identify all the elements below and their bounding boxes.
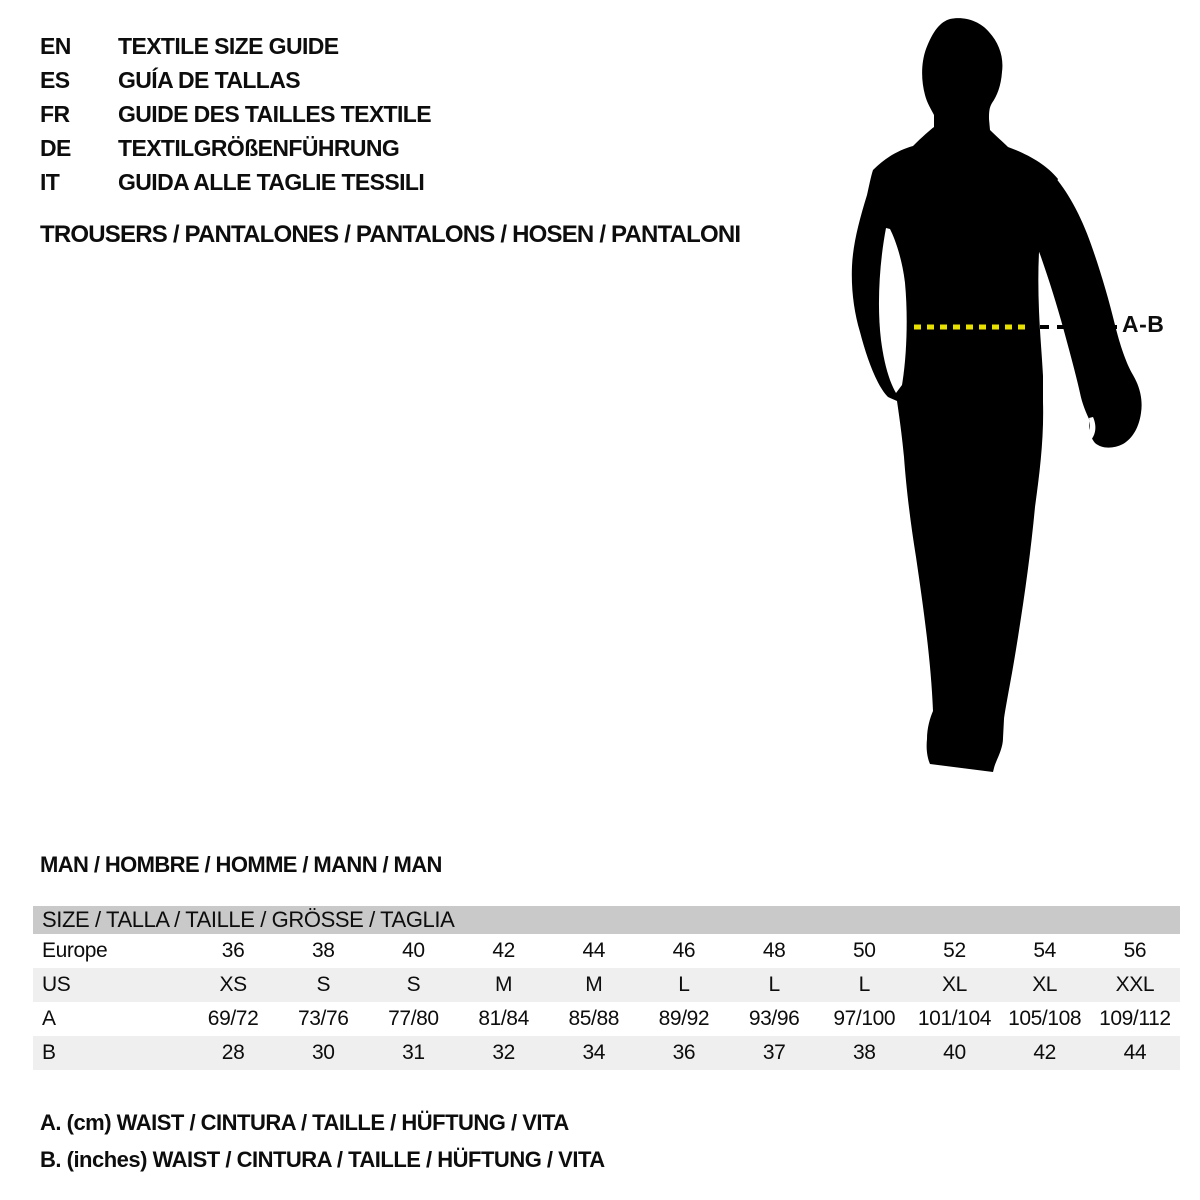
- guide-title: GUIDE DES TAILLES TEXTILE: [118, 101, 431, 127]
- language-title-list: [40, 33, 431, 203]
- footnotes: [40, 1110, 605, 1184]
- guide-title: TEXTILE SIZE GUIDE: [118, 33, 339, 59]
- waist-measure-label: A-B: [1122, 311, 1165, 337]
- size-cell: 28: [188, 1036, 278, 1070]
- size-cell: 42: [492, 939, 515, 962]
- garment-type-heading: TROUSERS / PANTALONES / PANTALONS / HOSEN / PANTALONI: [40, 221, 741, 248]
- language-row: [40, 135, 431, 169]
- size-cell: 109/112: [1099, 1007, 1171, 1030]
- row-label: B: [33, 1036, 188, 1070]
- row-label: Europe: [42, 939, 108, 962]
- size-cell: 105/108: [1008, 1007, 1082, 1030]
- table-row-europe: [33, 934, 1180, 968]
- size-cell: 36: [221, 939, 245, 962]
- size-cell: 46: [672, 939, 696, 962]
- size-cell: 97/100: [833, 1007, 896, 1030]
- size-cell: 31: [368, 1036, 458, 1070]
- size-cell: M: [549, 968, 639, 1002]
- size-cell: 42: [1000, 1036, 1090, 1070]
- size-cell: 37: [729, 1036, 819, 1070]
- language-code: EN: [40, 33, 71, 59]
- size-cell: XS: [188, 968, 278, 1002]
- size-cell: 54: [1033, 939, 1056, 962]
- footnote-b-inches: B. (inches) WAIST / CINTURA / TAILLE / HÜFTUNG / VITA: [40, 1147, 605, 1172]
- size-cell: 56: [1123, 939, 1147, 962]
- language-code: IT: [40, 169, 60, 195]
- size-cell: 30: [278, 1036, 368, 1070]
- size-cell: 52: [943, 939, 966, 962]
- size-cell: 44: [1090, 1036, 1180, 1070]
- size-cell: 73/76: [297, 1007, 349, 1030]
- table-row-us: [33, 968, 1180, 1002]
- size-cell: 44: [582, 939, 606, 962]
- guide-title: TEXTILGRÖßENFÜHRUNG: [118, 135, 400, 161]
- size-cell: S: [278, 968, 368, 1002]
- size-cell: 77/80: [388, 1007, 439, 1030]
- size-cell: M: [459, 968, 549, 1002]
- size-cell: 38: [311, 939, 335, 962]
- table-row-b-inches: [33, 1036, 1180, 1070]
- language-row: [40, 101, 431, 135]
- size-table: [33, 906, 1180, 1070]
- language-row: [40, 169, 431, 203]
- language-code: DE: [40, 135, 71, 161]
- size-cell: 48: [762, 939, 786, 962]
- size-cell: 40: [909, 1036, 999, 1070]
- row-label: A: [42, 1007, 56, 1030]
- man-silhouette-svg: [850, 15, 1160, 775]
- size-cell: 36: [639, 1036, 729, 1070]
- size-cell: 93/96: [748, 1007, 800, 1030]
- language-row: [40, 33, 431, 67]
- size-cell: XXL: [1090, 968, 1180, 1002]
- size-cell: 89/92: [658, 1007, 710, 1030]
- size-table-header: SIZE / TALLA / TAILLE / GRÖSSE / TAGLIA: [33, 906, 1180, 934]
- row-label: US: [33, 968, 188, 1002]
- language-row: [40, 67, 431, 101]
- size-cell: 38: [819, 1036, 909, 1070]
- size-cell: S: [368, 968, 458, 1002]
- footnote-a-cm: A. (cm) WAIST / CINTURA / TAILLE / HÜFTUNG / VITA: [40, 1110, 569, 1135]
- size-cell: 40: [402, 939, 425, 962]
- size-cell: 81/84: [478, 1007, 529, 1030]
- language-code: ES: [40, 67, 70, 93]
- size-cell: L: [819, 968, 909, 1002]
- size-table-header-row: [33, 906, 1180, 934]
- size-cell: 101/104: [917, 1007, 992, 1030]
- size-cell: L: [639, 968, 729, 1002]
- size-cell: 50: [853, 939, 876, 962]
- size-cell: 69/72: [207, 1007, 259, 1030]
- size-cell: XL: [909, 968, 999, 1002]
- language-code: FR: [40, 101, 70, 127]
- size-cell: L: [729, 968, 819, 1002]
- guide-title: GUIDA ALLE TAGLIE TESSILI: [118, 169, 425, 195]
- gender-heading: MAN / HOMBRE / HOMME / MANN / MAN: [40, 852, 442, 877]
- size-cell: 85/88: [568, 1007, 620, 1030]
- size-cell: 34: [549, 1036, 639, 1070]
- size-cell: XL: [1000, 968, 1090, 1002]
- size-cell: 32: [459, 1036, 549, 1070]
- man-silhouette-figure: [850, 15, 1160, 775]
- guide-title: GUÍA DE TALLAS: [118, 67, 300, 93]
- table-row-a-cm: [33, 1002, 1180, 1036]
- man-silhouette-body: [852, 18, 1058, 772]
